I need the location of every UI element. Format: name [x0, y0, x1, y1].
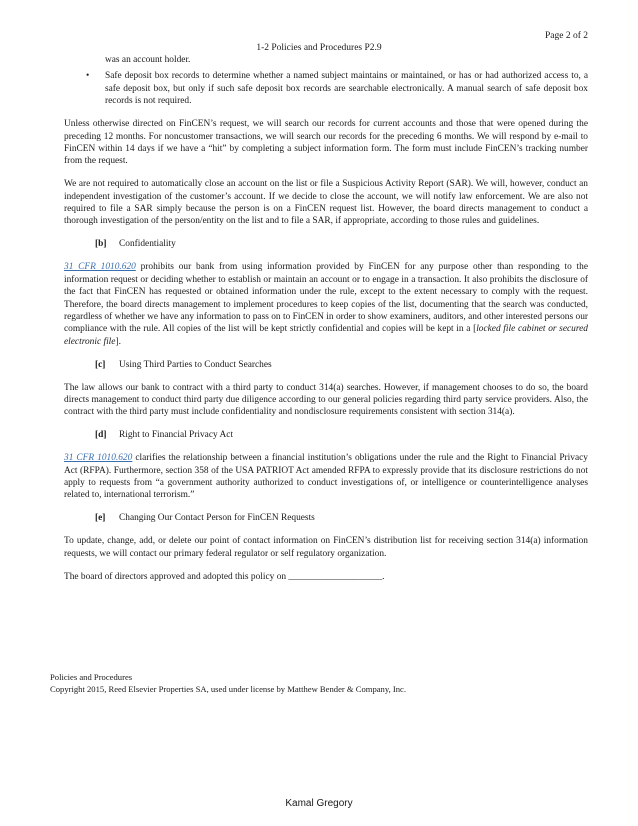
paragraph-sar: We are not required to automatically close an account on the list or file a Suspicious Activity Report (SAR). We will, however, conduct an independent investigation of the customer’s account. If we decide to close the account, we will notify law enforcement. We are also not required to file a SAR simply because the person is on a FinCEN request list. However, the board directs management to conduct a thorough investigation of the person/entity on the list and to file a SAR, if appropriate, according to those rules and guidelines. — [64, 179, 588, 227]
cfr-link[interactable]: 31 CFR 1010.620 — [64, 262, 136, 273]
paragraph-rfpa — [64, 452, 588, 502]
paragraph-text: clarifies the relationship between a financial institution’s obligations under the rule and the Right to Financial Privacy Act (RFPA). Furthermore, section 358 of the USA PATRIOT Act amended RFPA to expressly provide that its disclosure restrictions do not apply to requests from “a government authority authorized to conduct investigations of, or intelligence or counterintelligence analyses related to, international terrorism.” — [64, 453, 588, 501]
bullet-icon: • — [86, 71, 90, 82]
footer-copyright — [50, 671, 406, 695]
footer-line: Policies and Procedures — [50, 672, 133, 682]
cfr-link[interactable]: 31 CFR 1010.620 — [64, 453, 133, 464]
paragraph-search-records: Unless otherwise directed on FinCEN’s request, we will search our records for current accounts and those that were opened during the preceding 12 months. For noncustomer transactions, we will search our records for the preceding 6 months. We will respond by e-mail to FinCEN within 14 days if we have a “hit” by completing a subject information form. The form must include FinCEN’s tracking number from the request. — [64, 119, 588, 167]
section-key: [e] — [95, 513, 106, 524]
section-key: [c] — [95, 359, 106, 370]
section-heading-contact-person — [95, 512, 588, 524]
document-header-title: 1-2 Policies and Procedures P2.9 — [256, 43, 382, 53]
section-title: Changing Our Contact Person for FinCEN Requests — [119, 513, 315, 524]
section-key: [d] — [95, 430, 107, 441]
paragraph-third-parties: The law allows our bank to contract with a third party to conduct 314(a) searches. However, if management chooses to do so, the board directs management to conduct third party due diligence according to our general policies regarding third party service providers. Also, the contract with the third party must include confidentiality and nondisclosure requirements consistent with section 314(a). — [64, 382, 588, 418]
paragraph-text: prohibits our bank from using information provided by FinCEN for any purpose other than responding to the information request or deciding whether to establish or maintain an account or to engage in a transaction. It also prohibits the disclosure of the fact that FinCEN has requested or obtained information under the rule, except to the extent necessary to comply with the request. Therefore, the board directs management to implement procedures to keep copies of the list, documenting that the search was conducted, regardless of whether we have any information to pass on to FinCEN in order to show examiners, auditors, and other interested persons our compliance with the rule. All copies of the list will be kept strictly confidential and copies will be kept in a [ — [64, 262, 588, 335]
section-title: Right to Financial Privacy Act — [119, 430, 234, 441]
section-heading-third-parties — [95, 359, 588, 371]
italic-placeholder-text: locked file cabinet or secured electronic file — [64, 324, 588, 347]
bullet-item — [86, 70, 588, 107]
footer-author: Kamal Gregory — [285, 798, 353, 809]
section-heading-rfpa — [95, 429, 588, 441]
bullet-text: Safe deposit box records to determine whether a named subject maintains or maintained, or has or had authorized access to, a safe deposit box, but only if such safe deposit box records are searchable electronically. A manual search of safe deposit box records is not required. — [105, 71, 588, 107]
continuation-text: was an account holder. — [105, 55, 191, 65]
paragraph-contact-person: To update, change, add, or delete our point of contact information on FinCEN’s distribution list for receiving section 314(a) information requests, we will contact our primary federal regulator or self regulatory organization. — [64, 536, 588, 559]
footer-line: Copyright 2015, Reed Elsevier Properties SA, used under license by Matthew Bender & Company, Inc. — [50, 684, 407, 694]
approval-line: The board of directors approved and adopted this policy on ____________________. — [64, 571, 385, 582]
section-heading-confidentiality — [95, 238, 588, 250]
document-body — [64, 54, 588, 593]
section-title: Using Third Parties to Conduct Searches — [119, 359, 272, 370]
paragraph-end: ]. — [115, 336, 121, 347]
page-number: Page 2 of 2 — [544, 31, 588, 41]
section-key: [b] — [95, 239, 107, 250]
paragraph-confidentiality — [64, 261, 588, 348]
section-title: Confidentiality — [119, 239, 176, 250]
